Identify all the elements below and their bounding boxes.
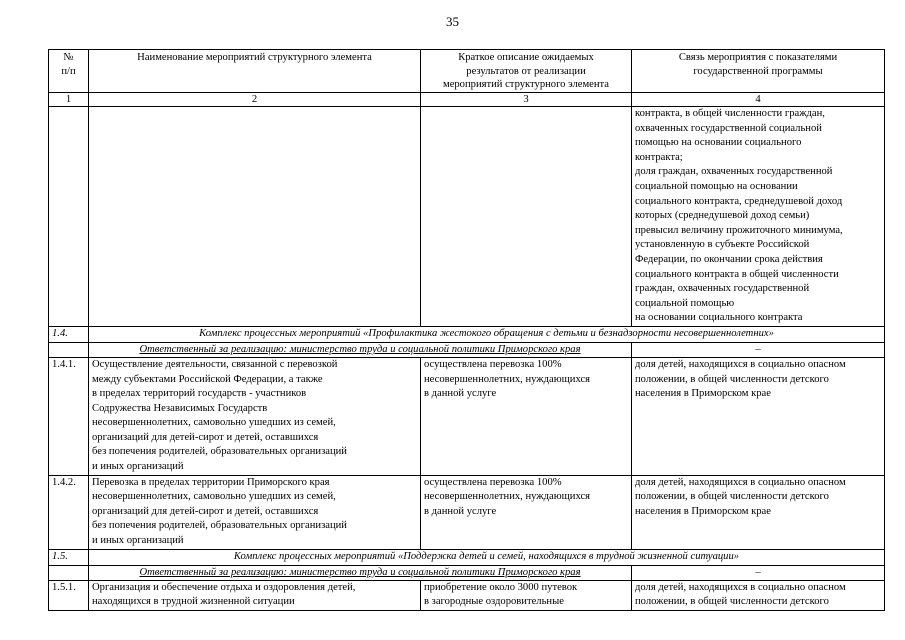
responsible-empty-cell [49,342,89,357]
responsible-row-1-5 [49,565,885,580]
text-line: Содружества Независимых Государств [92,402,268,414]
continuation-result-cell [421,107,632,327]
indicator-link-cell [632,357,885,475]
indicator-link-cell [632,580,885,610]
expected-result-cell [421,357,632,475]
text-line: организаций для детей-сирот и детей, оставшихся [92,431,319,443]
text-line: в пределах территорий государств - участников [92,388,307,400]
header-col-name: Наименование мероприятий структурного элемента [89,50,421,93]
header-col-result: Краткое описание ожидаемых результатов от реализации мероприятий структурного элемента [421,50,632,93]
text-line: несовершеннолетних, нуждающихся [424,491,591,503]
continuation-num-cell [49,107,89,327]
continuation-name-cell [89,107,421,327]
text-line: Осуществление деятельности, связанной с перевозкой [92,358,338,370]
column-number-row [49,93,885,107]
column-number: 2 [89,93,421,107]
column-number: 1 [49,93,89,107]
measure-name-cell [89,580,421,610]
column-number: 3 [421,93,632,107]
text-line: осуществлена перевозка 100% [424,358,562,370]
responsible-row-1-4 [49,342,885,357]
responsible-dash: – [632,565,885,580]
text-line: в данной услуге [424,388,497,400]
text-line: социального контракта в общей численности [635,268,839,280]
responsible-text: Ответственный за реализацию: министерство труда и социальной политики Приморского края [89,565,632,580]
column-number: 4 [632,93,885,107]
text-line: Организация и обеспечение отдыха и оздоровления детей, [92,581,356,593]
text-line: находящихся в трудной жизненной ситуации [92,596,295,608]
text-line: населения в Приморском крае [635,388,771,400]
text-line: и иных организаций [92,461,184,473]
text-line: помощью на основании социального [635,137,802,149]
text-line: доля детей, находящихся в социально опасном [635,358,846,370]
text-line: социального контракта, среднедушевой доход [635,195,843,207]
section-number: 1.5. [49,549,89,565]
text-line: приобретение около 3000 путевок [424,581,578,593]
measures-table [48,49,885,611]
text-line: осуществлена перевозка 100% [424,476,562,488]
text-line: превысил величину прожиточного минимума, [635,224,843,236]
text-line: граждан, охваченных государственной [635,283,810,295]
text-line: доля граждан, охваченных государственной [635,166,833,178]
text-line: без попечения родителей, образовательных организаций [92,520,347,532]
continuation-row [49,107,885,327]
text-line: населения в Приморском крае [635,505,771,517]
text-line: которых (среднедушевой доход семьи) [635,210,810,222]
text-line: контракта; [635,151,683,163]
text-line: в загородные оздоровительные [424,596,564,608]
expected-result-cell [421,475,632,549]
text-line: между субъектами Российской Федерации, а также [92,373,323,385]
measure-name-cell [89,357,421,475]
text-line: несовершеннолетних, самовольно ушедших из семей, [92,491,336,503]
text-line: доля детей, находящихся в социально опасном [635,476,846,488]
section-number: 1.4. [49,326,89,342]
section-row-1-5 [49,549,885,565]
text-line: несовершеннолетних, нуждающихся [424,373,591,385]
text-line: Федерации, по окончании срока действия [635,253,823,265]
text-line: доля детей, находящихся в социально опасном [635,581,846,593]
measure-name-cell [89,475,421,549]
header-row [49,50,885,93]
header-col-num: № п/п [49,50,89,93]
table-row [49,357,885,475]
text-line: на основании социального контракта [635,312,803,324]
header-col-indicator: Связь мероприятия с показателями государственной программы [632,50,885,93]
text-line: Перевозка в пределах территории Приморского края [92,476,330,488]
table-row [49,475,885,549]
row-number: 1.5.1. [49,580,89,610]
responsible-text: Ответственный за реализацию: министерство труда и социальной политики Приморского края [89,342,632,357]
text-line: без попечения родителей, образовательных организаций [92,446,347,458]
text-line: положении, в общей численности детского [635,373,829,385]
section-title: Комплекс процессных мероприятий «Поддержка детей и семей, находящихся в трудной жизненной ситуации» [89,549,885,565]
section-title: Комплекс процессных мероприятий «Профилактика жестокого обращения с детьми и безнадзорности несовершеннолетних» [89,326,885,342]
text-line: установленную в субъекте Российской [635,239,810,251]
text-line: в данной услуге [424,505,497,517]
continuation-indicator-cell [632,107,885,327]
text-line: несовершеннолетних, самовольно ушедших из семей, [92,417,336,429]
text-line: положении, в общей численности детского [635,596,829,608]
responsible-dash: – [632,342,885,357]
text-line: положении, в общей численности детского [635,491,829,503]
responsible-empty-cell [49,565,89,580]
text-line: и иных организаций [92,535,184,547]
row-number: 1.4.1. [49,357,89,475]
text-line: социальной помощью на основании [635,180,798,192]
indicator-link-cell [632,475,885,549]
text-line: охваченных государственной социальной [635,122,822,134]
section-row-1-4 [49,326,885,342]
page-number: 35 [446,14,459,29]
expected-result-cell [421,580,632,610]
text-line: организаций для детей-сирот и детей, оставшихся [92,505,319,517]
table-row [49,580,885,610]
row-number: 1.4.2. [49,475,89,549]
text-line: контракта, в общей численности граждан, [635,108,825,119]
text-line: социальной помощью [635,297,735,309]
